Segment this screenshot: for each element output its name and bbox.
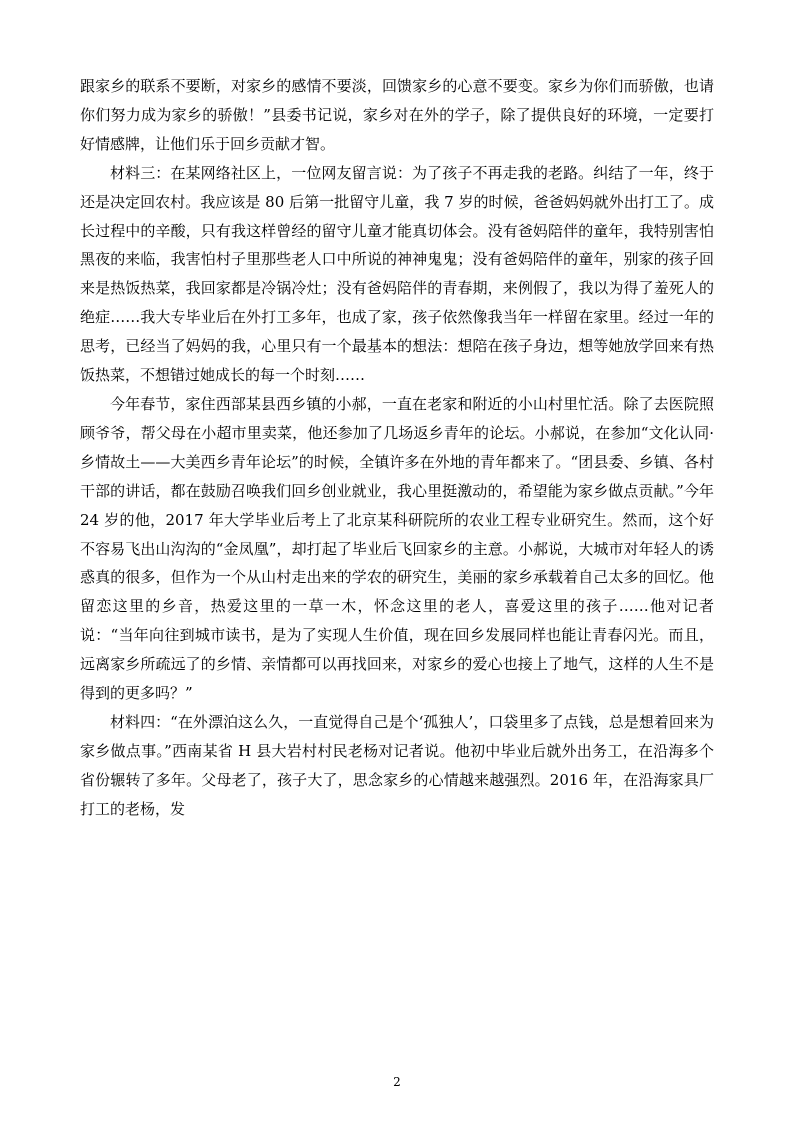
paragraph-material-three: 材料三：在某网络社区上，一位网友留言说：为了孩子不再走我的老路。纠结了一年，终于还是决定回农村。我应该是 80 后第一批留守儿童，我 7 岁的时候，爸爸妈妈就外出打工了。成长过程中的辛酸，只有我这样曾经的留守儿童才能真切体会。没有爸妈陪伴的童年，我特别害怕黑夜的来临，我害怕村子里那些老人口中所说的神神鬼鬼；没有爸妈陪伴的童年，别家的孩子回来是热饭热菜，我回家都是冷锅冷灶；没有爸妈陪伴的青春期，来例假了，我以为得了羞死人的绝症……我大专毕业后在外打工多年，也成了家，孩子依然像我当年一样留在家里。经过一年的思考，已经当了妈妈的我，心里只有一个最基本的想法：想陪在孩子身边，想等她放学回来有热饭热菜，不想错过她成长的每一个时刻…… [80, 163, 714, 385]
body-text [80, 72, 714, 824]
paragraph-material-four: 材料四：“在外漂泊这么久，一直觉得自己是个‘孤独人’，口袋里多了点钱，总是想着回来为家乡做点事。”西南某省 H 县大岩村村民老杨对记者说。他初中毕业后就外出务工，在沿海多个省份辗转了多年。父母老了，孩子大了，思念家乡的心情越来越强烈。2016 年，在沿海家具厂打工的老杨，发 [80, 712, 714, 818]
paragraph-xiao-hao: 今年春节，家住西部某县西乡镇的小郝，一直在老家和附近的小山村里忙活。除了去医院照顾爷爷，帮父母在小超市里卖菜，他还参加了几场返乡青年的论坛。小郝说，在参加“文化认同·乡情故土——大美西乡青年论坛”的时候，全镇许多在外地的青年都来了。“团县委、乡镇、各村干部的讲话，都在鼓励召唤我们回乡创业就业，我心里挺激动的，希望能为家乡做点贡献。”今年 24 岁的他，2017 年大学毕业后考上了北京某科研院所的农业工程专业研究生。然而，这个好不容易飞出山沟沟的“金凤凰”，却打起了毕业后飞回家乡的主意。小郝说，大城市对年轻人的诱惑真的很多，但作为一个从山村走出来的学农的研究生，美丽的家乡承载着自己太多的回忆。他留恋这里的乡音，热爱这里的一草一木，怀念这里的老人，喜爱这里的孩子……他对记者说：“当年向往到城市读书，是为了实现人生价值，现在回乡发展同样也能让青春闪光。而且，远离家乡所疏远了的乡情、亲情都可以再找回来，对家乡的爱心也接上了地气，这样的人生不是得到的更多吗？” [80, 394, 714, 703]
paragraph-continuation: 跟家乡的联系不要断，对家乡的感情不要淡，回馈家乡的心意不要变。家乡为你们而骄傲，也请你们努力成为家乡的骄傲！”县委书记说，家乡对在外的学子，除了提供良好的环境，一定要打好情感牌，让他们乐于回乡贡献才智。 [80, 77, 714, 153]
page-number: 2 [393, 1075, 401, 1089]
